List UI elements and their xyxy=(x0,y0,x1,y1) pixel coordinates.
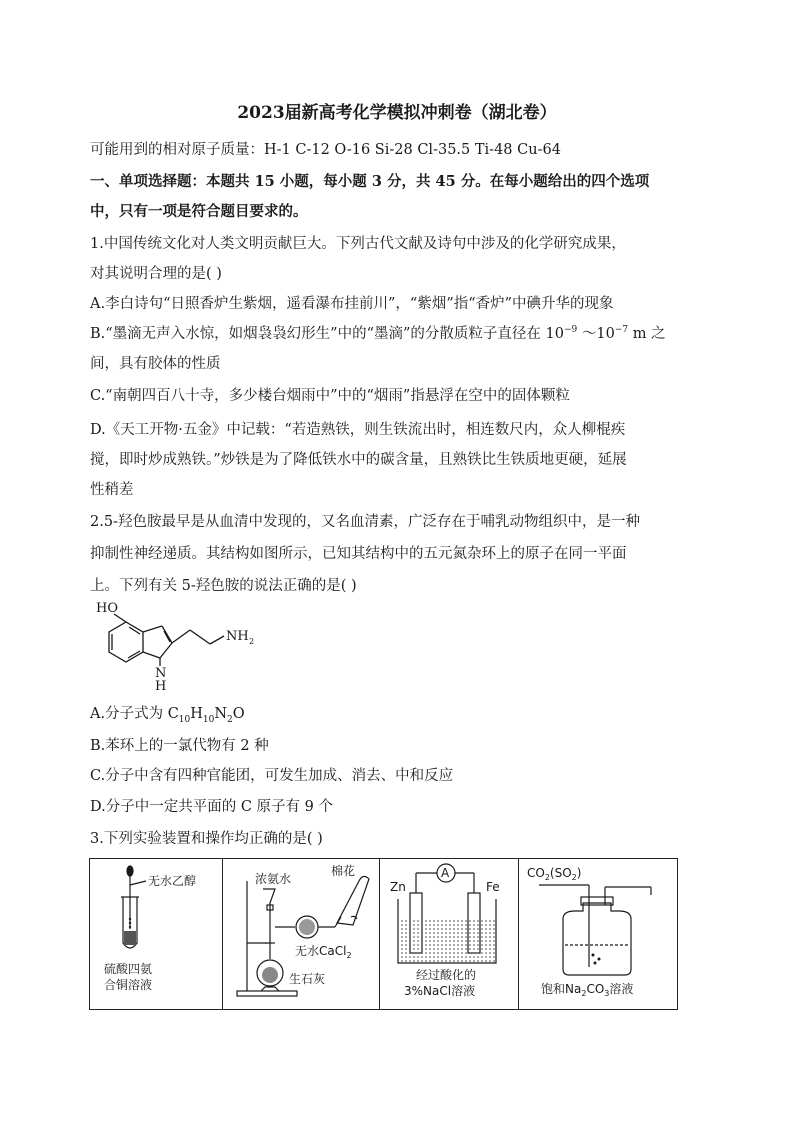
section-heading-line2: 中，只有一项是符合题目要求的。 xyxy=(90,203,308,220)
panel4-label-top: $CO_2(SO_2)$ xyxy=(527,866,582,882)
q1-option-d-line1: D.《天工开物·五金》中记载：“若造熟铁，则生铁流出时，相连数尺内，众人柳棍疾 xyxy=(90,422,626,438)
panel2-label-ammonia: 浓氨水 xyxy=(255,872,292,886)
panel2-label-cotton: 棉花 xyxy=(331,864,356,878)
panel3-label-bottom1: 经过酸化的 xyxy=(416,968,477,982)
q2-option-b: B.苯环上的一氯代物有 2 种 xyxy=(90,738,269,754)
panel1-label-bottom2: 合铜溶液 xyxy=(104,978,153,992)
page-title: 2023届新高考化学模拟冲刺卷（湖北卷） xyxy=(237,103,557,123)
apparatus-figure-grid xyxy=(89,858,678,1010)
q1-option-a: A.李白诗句“日照香炉生紫烟，遥看瀑布挂前川”，“紫烟”指“香炉”中碘升华的现象 xyxy=(90,296,614,312)
apparatus-panel-4 xyxy=(519,859,677,1009)
h-label: H xyxy=(155,679,167,692)
apparatus-panel-3 xyxy=(380,859,519,1009)
panel1-label-top: 无水乙醇 xyxy=(148,874,197,888)
nh2-subscript: 2 xyxy=(249,637,255,646)
q2-option-c: C.分子中含有四种官能团，可发生加成、消去、中和反应 xyxy=(90,768,454,784)
q2-stem-line1: 2.5-羟色胺最早是从血清中发现的，又名血清素，广泛存在于哺乳动物组织中，是一种 xyxy=(90,514,640,530)
q1-option-d-line3: 性稍差 xyxy=(90,482,134,498)
q1-option-c: C.“南朝四百八十寺，多少楼台烟雨中”中的“烟雨”指悬浮在空中的固体颗粒 xyxy=(90,388,570,404)
panel2-label-quicklime: 生石灰 xyxy=(289,972,326,986)
n-label: N xyxy=(155,666,167,681)
q1-stem-line2: 对其说明合理的是( ) xyxy=(90,266,222,282)
serotonin-structure xyxy=(92,600,262,692)
panel1-label-bottom1: 硫酸四氨 xyxy=(104,962,153,976)
apparatus-panel-2 xyxy=(223,859,380,1009)
ho-label: HO xyxy=(96,601,118,616)
q3-stem: 3.下列实验装置和操作均正确的是( ) xyxy=(90,831,323,847)
nh2-label: NH xyxy=(226,629,249,644)
q2-stem-line3: 上。下列有关 5-羟色胺的说法正确的是( ) xyxy=(90,578,357,594)
q1-option-b-line1: B.“墨滴无声入水惊，如烟袅袅幻形生”中的“墨滴”的分散质粒子直径在 $10^{-9}$ $\sim 10^{-7}$ m 之 xyxy=(90,325,666,342)
panel2-label-cacl2: 无水CaCl$_2$ xyxy=(295,944,352,960)
q2-option-d: D.分子中一定共平面的 C 原子有 9 个 xyxy=(90,799,333,815)
q1-stem-line1: 1.中国传统文化对人类文明贡献巨大。下列古代文献及诗句中涉及的化学研究成果， xyxy=(90,236,626,252)
q2-stem-line2: 抑制性神经递质。其结构如图所示，已知其结构中的五元氮杂环上的原子在同一平面 xyxy=(90,546,627,562)
panel3-label-fe: Fe xyxy=(486,880,500,894)
atomic-masses: 可能用到的相对原子质量：H-1 C-12 O-16 Si-28 Cl-35.5 Ti-48 Cu-64 xyxy=(90,142,561,158)
apparatus-panel-1 xyxy=(90,859,223,1009)
q1-option-b-line2: 间，具有胶体的性质 xyxy=(90,356,221,372)
q2-option-a: A.分子式为 $C_{10}H_{10}N_2O$ xyxy=(90,706,245,725)
ammeter-label: A xyxy=(441,866,450,880)
section-heading-line1: 一、单项选择题：本题共 15 小题，每小题 3 分，共 45 分。在每小题给出的四个选项 xyxy=(90,173,650,190)
panel3-label-bottom2: 3%NaCl溶液 xyxy=(404,984,476,998)
panel3-label-zn: Zn xyxy=(390,880,406,894)
q1-option-d-line2: 搅，即时炒成熟铁。”炒铁是为了降低铁水中的碳含量，且熟铁比生铁质地更硬，延展 xyxy=(90,452,627,468)
panel4-label-bottom: 饱和$Na_2CO_3$溶液 xyxy=(541,982,634,998)
